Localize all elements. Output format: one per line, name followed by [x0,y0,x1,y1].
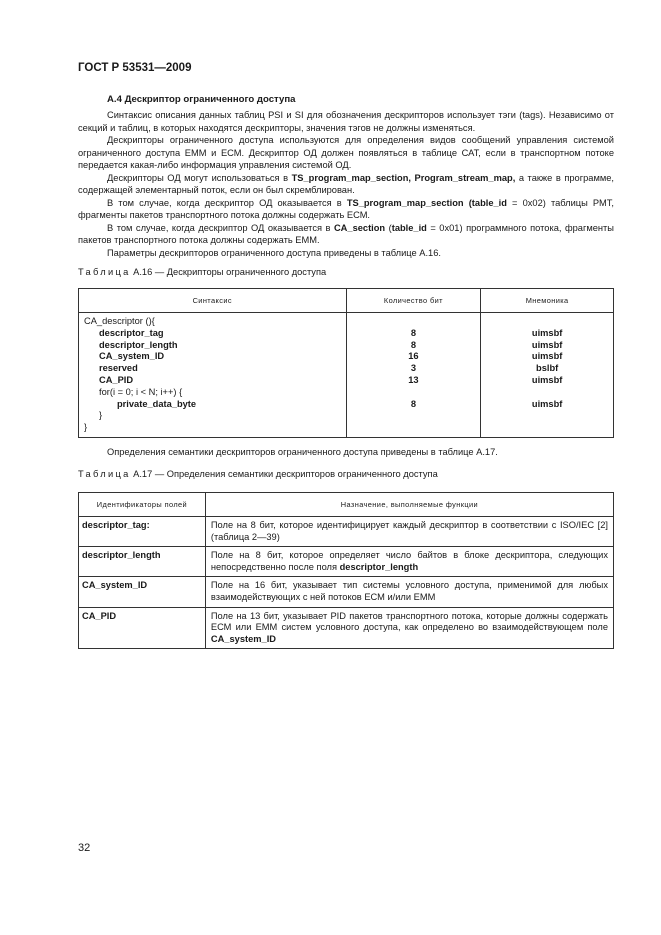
caption-word: Таблица [78,267,131,277]
syntax-line: descriptor_length [99,339,178,350]
semantics-table [78,492,614,649]
mnemonic-value: uimsbf [531,398,563,409]
mnemonic-value: uimsbf [531,374,563,385]
field-name: CA_system_ID [79,577,206,607]
bits-value: 8 [410,398,416,409]
mnemonic-value: uimsbf [531,351,563,362]
column-header-bits: Количество бит [346,289,481,313]
text-bold: table_id [391,222,427,233]
field-description [205,547,613,577]
page-number: 32 [78,842,91,854]
bits-value: 3 [410,363,416,374]
text: В том случае, когда дескриптор ОД оказывается в [107,222,334,233]
column-header-syntax: Синтаксис [79,289,347,313]
column-header-fields: Идентификаторы полей [79,493,206,517]
syntax-line: descriptor_tag [99,327,164,338]
body-text [78,109,614,259]
text-bold: TS_program_map_section (table_id [346,197,507,208]
caption-text: А.17 — Определения семантики дескрипторов ограниченного доступа [130,469,438,479]
field-description [205,577,613,607]
text: Поле на 13 бит, указывает PID пакетов транспортного потока, которые должны содержать ЕСМ или ЕММ систем условного доступа, как определено во взаимодействующем поле [210,610,608,633]
syntax-line: CA_system_ID [99,351,165,362]
syntax-line: for(i = 0; i < N; i++) { [99,386,183,397]
table17-caption [78,469,438,479]
field-name: descriptor_tag: [79,517,206,547]
syntax-line: } [84,422,88,433]
paragraph-tags: Синтаксис описания данных таблиц PSI и SI для обозначения дескрипторов использует тэги (tags). Независимо от секций и таблиц, в которых находятся дескрипторы, значения тэгов не должны изменяться. [78,110,614,133]
text-bold: CA_system_ID [210,633,276,644]
bits-cell [346,313,481,438]
syntax-line: private_data_byte [117,398,197,409]
text-bold: CA_section [333,222,386,233]
paragraph-descriptors: Дескрипторы ограниченного доступа используются для определения видов сообщений управления системой ограниченного доступа ЕММ и ЕСМ. Дескриптор ОД должен появляться в таблице САТ, если в транспортном потоке передается какая-либо информация управления системой ОД. [78,135,614,170]
text-bold: TS_program_map_section, Program_stream_map, [291,172,516,183]
caption-word: Таблица [78,469,131,479]
paragraph-usage [78,172,614,197]
paragraph-pmt [78,197,614,222]
column-header-mnemonic: Мнемоника [481,289,614,313]
text: ( [385,222,392,233]
column-header-purpose: Назначение, выполняемые функции [205,493,613,517]
text-bold: descriptor_length [339,561,419,572]
caption-text: А.16 — Дескрипторы ограниченного доступа [130,267,327,277]
mnemonic-value: uimsbf [531,327,563,338]
field-name: descriptor_length [79,547,206,577]
table-row [79,517,614,547]
bits-value: 13 [408,374,419,385]
text: а также в программе, содержащей элементарный поток, если он был скремблирован. [78,172,614,195]
table-row [79,607,614,649]
syntax-cell [79,313,347,438]
document-header: ГОСТ Р 53531—2009 [78,62,192,74]
text: Поле на 16 бит, указывает тип системы условного доступа, применимой для любых взаимодействующих с ней потоков ЕСМ и/или ЕММ [210,580,608,602]
mnemonic-value: uimsbf [531,339,563,350]
table-row [79,547,614,577]
syntax-line: reserved [99,363,138,374]
bits-value: 16 [408,351,419,362]
field-description [205,517,613,547]
paragraph-cat [78,222,614,247]
syntax-line: CA_descriptor (){ [84,316,155,326]
field-name: CA_PID [79,607,206,649]
section-title: А.4 Дескриптор ограниченного доступа [107,94,296,105]
bits-value: 8 [410,327,416,338]
text: Дескрипторы ОД могут использоваться в [107,172,292,183]
text: В том случае, когда дескриптор ОД оказывается в [107,197,347,208]
mnemonic-value: bslbf [536,363,559,374]
paragraph-semantics: Определения семантики дескрипторов ограниченного доступа приведены в таблице А.17. [107,447,498,457]
syntax-line: CA_PID [99,374,134,385]
table-row [79,577,614,607]
text: = 0x02) таблицы РМТ, фрагменты пакетов транспортного потока должны содержать ЕСМ. [78,197,614,220]
field-description [205,607,613,649]
bits-value: 8 [410,339,416,350]
table16-caption [78,267,326,277]
syntax-line: } [99,410,103,421]
paragraph-params: Параметры дескрипторов ограниченного доступа приведены в таблице А.16. [107,247,441,258]
text: Поле на 8 бит, которое определяет число байтов в блоке дескриптора, следующих непосредственно после поля [210,550,608,572]
mnemonic-cell [481,313,614,438]
text: = 0x01) программного потока, фрагменты пакетов транспортного потока должны содержать ЕММ. [78,222,614,245]
text: Поле на 8 бит, которое идентифицирует каждый дескриптор в соответствии с ISO/IEC [2] (таблица 2—39) [210,520,608,542]
descriptor-table [78,288,614,438]
